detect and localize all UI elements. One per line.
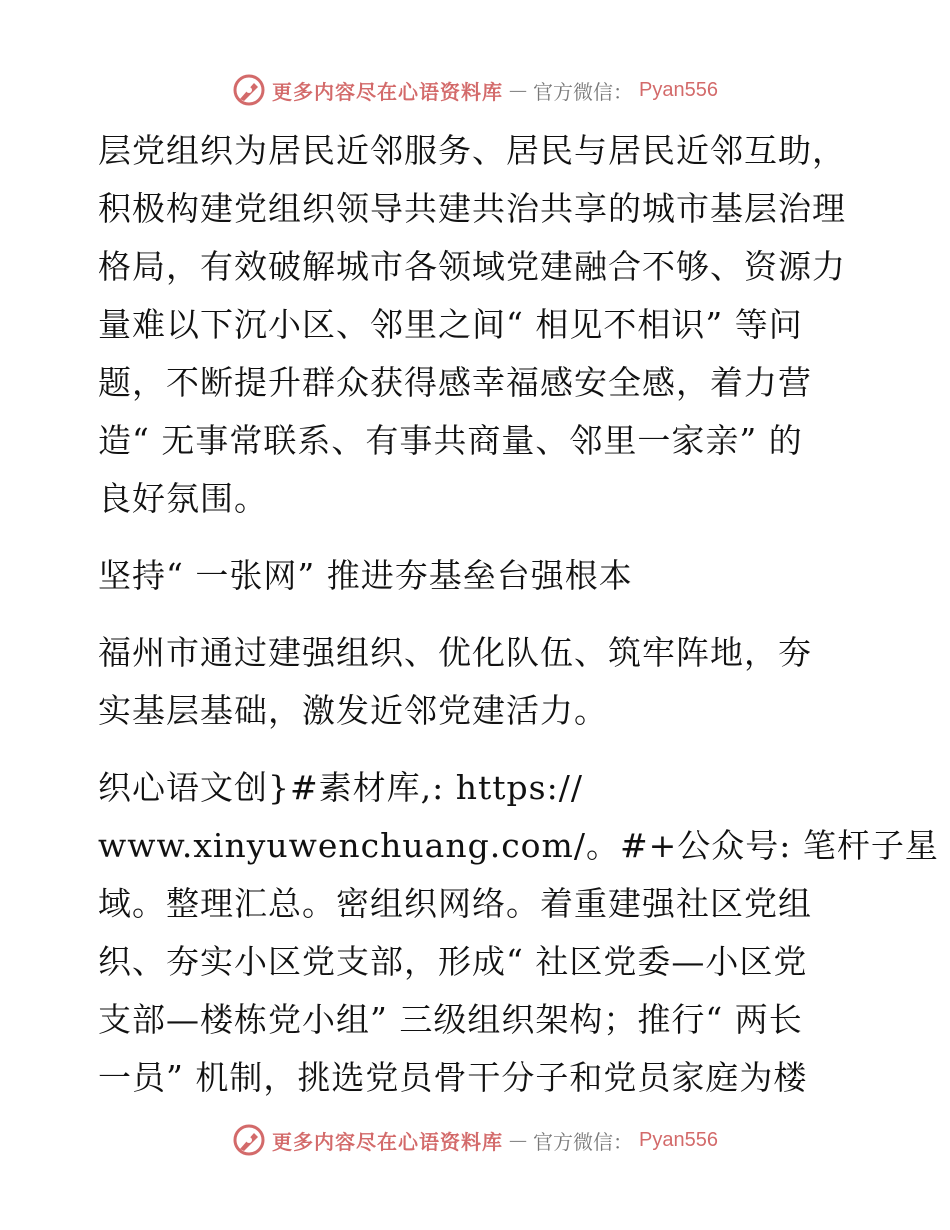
footer-watermark — [0, 1120, 950, 1160]
watermark-wechat-id: Pyan556 — [639, 1128, 718, 1151]
text-line: 量难以下沉小区、邻里之间“ 相见不相识” 等问 — [98, 305, 803, 344]
pen-logo-icon — [232, 1123, 266, 1157]
paragraph-3 — [98, 759, 939, 1107]
text-line: 域。整理汇总。密组织网络。着重建强社区党组 — [98, 884, 812, 923]
watermark-wechat-id: Pyan556 — [639, 78, 718, 101]
watermark-separator: — — [509, 1129, 528, 1151]
text-line: 良好氛围。 — [98, 479, 268, 518]
paragraph-1 — [98, 122, 858, 528]
text-line: 支部—楼栋党小组” 三级组织架构；推行“ 两长 — [98, 1000, 803, 1039]
text-line: 实基层基础，激发近邻党建活力。 — [98, 691, 608, 730]
text-line: 织心语文创}#素材库,: https:// — [98, 768, 583, 807]
section-heading: 坚持“ 一张网” 推进夯基垒台强根本 — [98, 556, 633, 595]
document-body — [98, 122, 939, 1107]
watermark-text: 更多内容尽在心语资料库 — [272, 79, 504, 104]
text-line: 织、夯实小区党支部，形成“ 社区党委—小区党 — [98, 942, 808, 981]
watermark-wechat-label: 官方微信： — [533, 1129, 634, 1154]
paragraph-2 — [98, 624, 858, 740]
pen-logo-icon — [232, 73, 266, 107]
text-line: 格局，有效破解城市各领域党建融合不够、资源力 — [98, 247, 846, 286]
watermark-wechat-label: 官方微信： — [533, 79, 634, 104]
text-line: 造“ 无事常联系、有事共商量、邻里一家亲” 的 — [98, 421, 803, 460]
text-line: 一员” 机制，挑选党员骨干分子和党员家庭为楼 — [98, 1058, 808, 1097]
text-line: 积极构建党组织领导共建共治共享的城市基层治理 — [98, 189, 846, 228]
text-line: 层党组织为居民近邻服务、居民与居民近邻互助， — [98, 131, 846, 170]
header-watermark — [0, 70, 950, 110]
watermark-text: 更多内容尽在心语资料库 — [272, 1129, 504, 1154]
text-line: 题，不断提升群众获得感幸福感安全感，着力营 — [98, 363, 812, 402]
text-line: www.xinyuwenchuang.com/。#+公众号: 笔杆子星 — [98, 826, 939, 865]
watermark-separator: — — [509, 79, 528, 101]
text-line: 福州市通过建强组织、优化队伍、筑牢阵地，夯 — [98, 633, 812, 672]
